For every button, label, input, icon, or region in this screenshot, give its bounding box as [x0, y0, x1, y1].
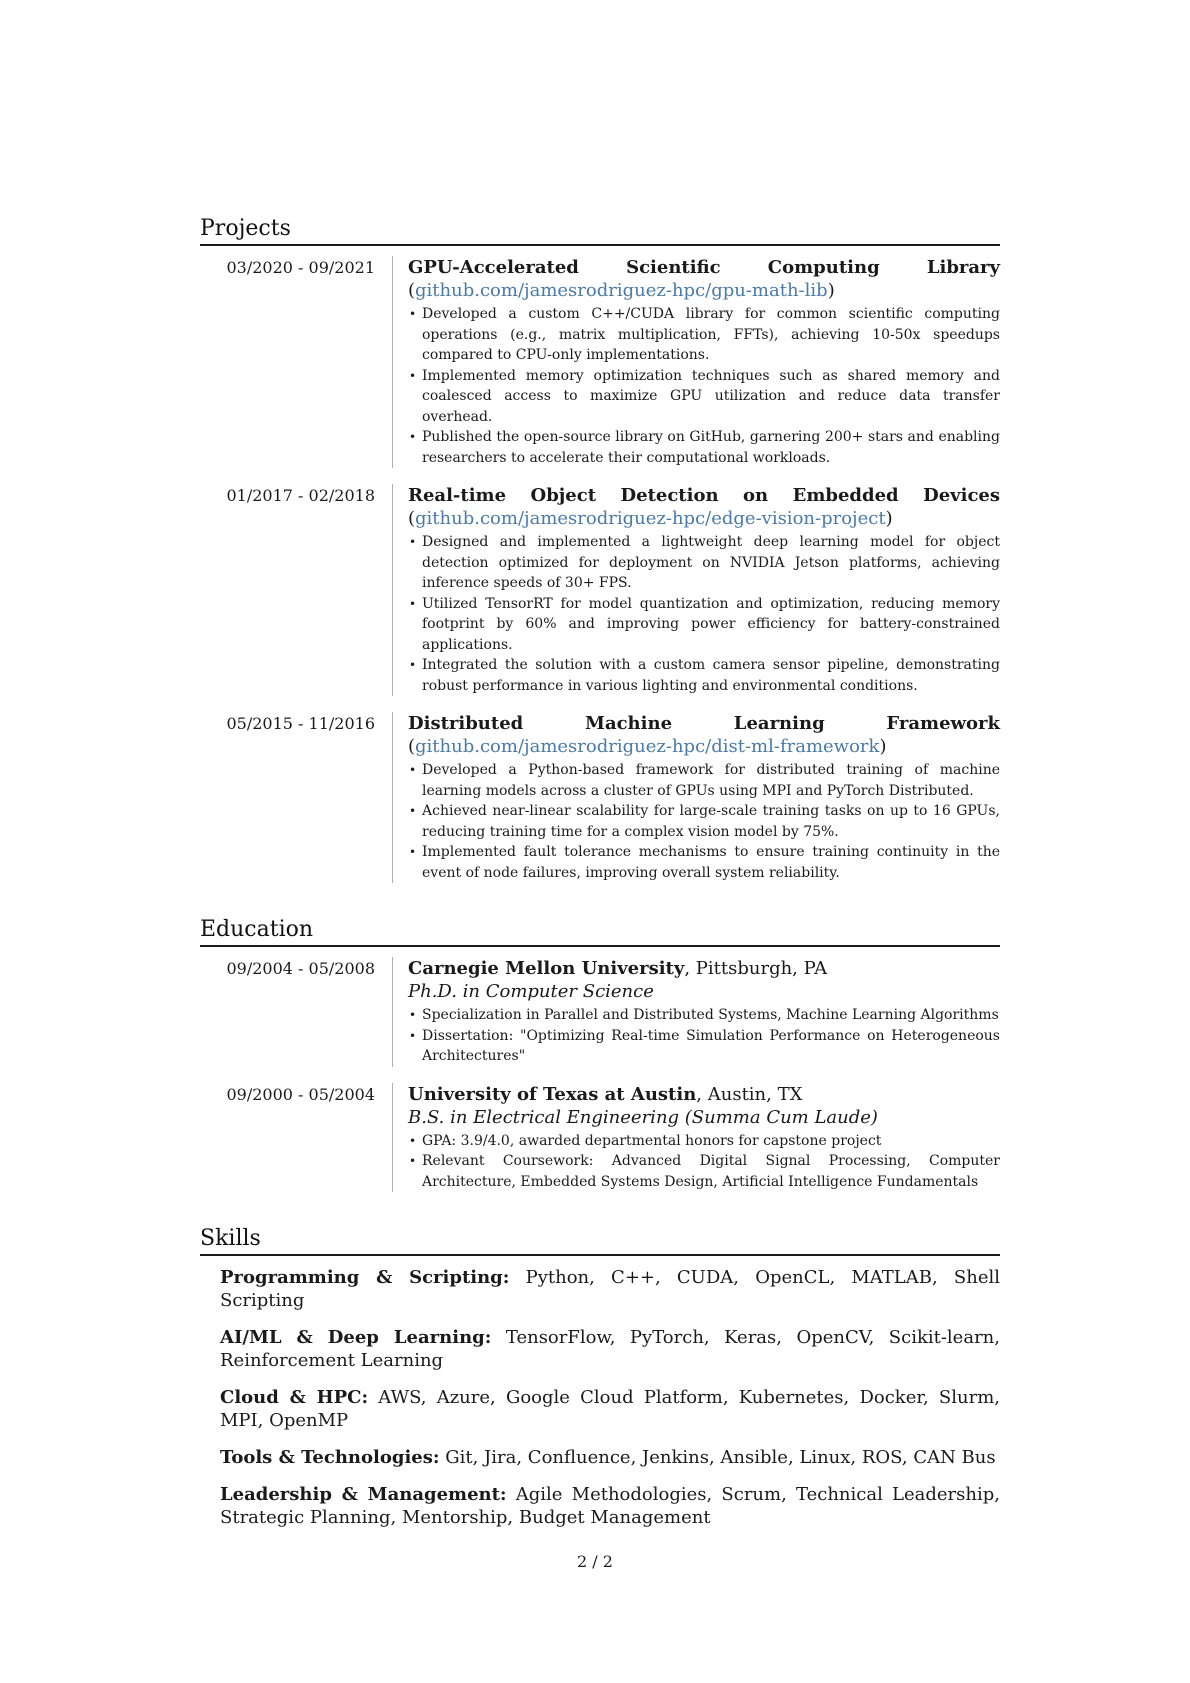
project-body	[392, 484, 1000, 696]
project-title: Real-time Object Detection on Embedded Devices	[408, 485, 1000, 506]
education-bullets	[408, 1005, 1000, 1067]
project-date: 05/2015 - 11/2016	[226, 714, 375, 733]
bullet-item: • Specialization in Parallel and Distributed Systems, Machine Learning Algorithms	[408, 1005, 1000, 1026]
bullet-item: • Published the open-source library on GitHub, garnering 200+ stars and enabling researchers to accelerate their computational workloads.	[408, 427, 1000, 468]
resume-content	[200, 216, 1000, 1563]
education-heading-line	[408, 957, 1000, 980]
education-section	[200, 917, 1000, 1192]
skill-row	[220, 1483, 1000, 1529]
skill-values: Agile Methodologies, Scrum, Technical Leadership, Strategic Planning, Mentorship, Budget Management	[220, 1484, 1000, 1528]
skill-values: AWS, Azure, Google Cloud Platform, Kubernetes, Docker, Slurm, MPI, OpenMP	[220, 1387, 1000, 1431]
education-body	[392, 1083, 1000, 1193]
education-list	[200, 947, 1000, 1192]
projects-list	[200, 246, 1000, 883]
institution-location: , Austin, TX	[696, 1083, 803, 1105]
project-entry	[200, 712, 1000, 883]
degree: B.S. in Electrical Engineering (Summa Cum Laude)	[408, 1106, 878, 1128]
skill-category: Tools & Technologies:	[220, 1447, 440, 1468]
skill-row	[220, 1386, 1000, 1432]
bullet-item: • Achieved near-linear scalability for large-scale training tasks on up to 16 GPUs, reducing training time for a complex vision model by 75%.	[408, 801, 1000, 842]
bullet-item: • Developed a Python-based framework for distributed training of machine learning models across a cluster of GPUs using MPI and PyTorch Distributed.	[408, 760, 1000, 801]
education-heading: Education	[200, 917, 1000, 947]
project-heading-line: Real-time Object Detection on Embedded Devices (github.com/jamesrodriguez-hpc/edge-vision-project)	[408, 485, 1000, 529]
bullet-item: • Utilized TensorRT for model quantization and optimization, reducing memory footprint by 60% and improving power efficiency for battery-constrained applications.	[408, 594, 1000, 656]
education-heading-line	[408, 1083, 1000, 1106]
bullet-item: • Relevant Coursework: Advanced Digital Signal Processing, Computer Architecture, Embedded Systems Design, Artificial Intelligence Fundamentals	[408, 1151, 1000, 1192]
bullet-item: • GPA: 3.9/4.0, awarded departmental honors for capstone project	[408, 1131, 1000, 1152]
skill-values: Python, C++, CUDA, OpenCL, MATLAB, Shell Scripting	[220, 1267, 1000, 1311]
project-link[interactable]: github.com/jamesrodriguez-hpc/gpu-math-lib	[415, 280, 828, 301]
project-date: 03/2020 - 09/2021	[226, 258, 375, 277]
skill-row	[220, 1446, 1000, 1469]
skill-category: AI/ML & Deep Learning:	[220, 1327, 492, 1348]
skill-row	[220, 1266, 1000, 1312]
project-bullets	[408, 532, 1000, 696]
skill-values: TensorFlow, PyTorch, Keras, OpenCV, Scikit-learn, Reinforcement Learning	[220, 1327, 1000, 1371]
project-body	[392, 712, 1000, 883]
skill-category: Cloud & HPC:	[220, 1387, 369, 1408]
project-body	[392, 256, 1000, 468]
project-link[interactable]: github.com/jamesrodriguez-hpc/edge-vision-project	[415, 508, 886, 529]
education-entry	[200, 957, 1000, 1067]
institution-name: University of Texas at Austin	[408, 1083, 697, 1105]
page-number: 2 / 2	[577, 1552, 613, 1571]
bullet-item: • Implemented memory optimization techniques such as shared memory and coalesced access to maximize GPU utilization and reduce data transfer overhead.	[408, 366, 1000, 428]
project-date: 01/2017 - 02/2018	[226, 486, 375, 505]
projects-heading: Projects	[200, 216, 1000, 246]
skill-row	[220, 1326, 1000, 1372]
skills-heading: Skills	[200, 1226, 1000, 1256]
education-entry	[200, 1083, 1000, 1193]
education-date: 09/2000 - 05/2004	[226, 1084, 375, 1104]
skill-category: Programming & Scripting:	[220, 1267, 510, 1288]
bullet-item: • Integrated the solution with a custom camera sensor pipeline, demonstrating robust performance in various lighting and environmental conditions.	[408, 655, 1000, 696]
project-heading-line: GPU-Accelerated Scientific Computing Library (github.com/jamesrodriguez-hpc/gpu-math-lib)	[408, 257, 1000, 301]
bullet-item: • Designed and implemented a lightweight deep learning model for object detection optimized for deployment on NVIDIA Jetson platforms, achieving inference speeds of 30+ FPS.	[408, 532, 1000, 594]
skills-section	[200, 1226, 1000, 1529]
education-body	[392, 957, 1000, 1067]
skill-values: Git, Jira, Confluence, Jenkins, Ansible, Linux, ROS, CAN Bus	[439, 1447, 996, 1468]
degree: Ph.D. in Computer Science	[408, 981, 654, 1002]
skill-category: Leadership & Management:	[220, 1484, 507, 1505]
project-title: GPU-Accelerated Scientific Computing Library	[408, 257, 1000, 278]
skills-list	[200, 1256, 1000, 1529]
project-entry	[200, 256, 1000, 468]
project-entry	[200, 484, 1000, 696]
project-title: Distributed Machine Learning Framework	[408, 713, 1000, 734]
bullet-item: • Developed a custom C++/CUDA library for common scientific computing operations (e.g., matrix multiplication, FFTs), achieving 10-50x speedups compared to CPU-only implementations.	[408, 304, 1000, 366]
project-link[interactable]: github.com/jamesrodriguez-hpc/dist-ml-framework	[415, 736, 880, 757]
project-bullets	[408, 760, 1000, 883]
bullet-item: • Dissertation: "Optimizing Real-time Simulation Performance on Heterogeneous Architectures"	[408, 1026, 1000, 1067]
institution-name: Carnegie Mellon University	[408, 958, 685, 979]
institution-location: , Pittsburgh, PA	[684, 958, 828, 979]
bullet-item: • Implemented fault tolerance mechanisms to ensure training continuity in the event of node failures, improving overall system reliability.	[408, 842, 1000, 883]
projects-section	[200, 216, 1000, 883]
project-bullets	[408, 304, 1000, 468]
education-date: 09/2004 - 05/2008	[226, 959, 375, 978]
project-heading-line: Distributed Machine Learning Framework (github.com/jamesrodriguez-hpc/dist-ml-framework)	[408, 713, 1000, 757]
education-bullets	[408, 1131, 1000, 1193]
